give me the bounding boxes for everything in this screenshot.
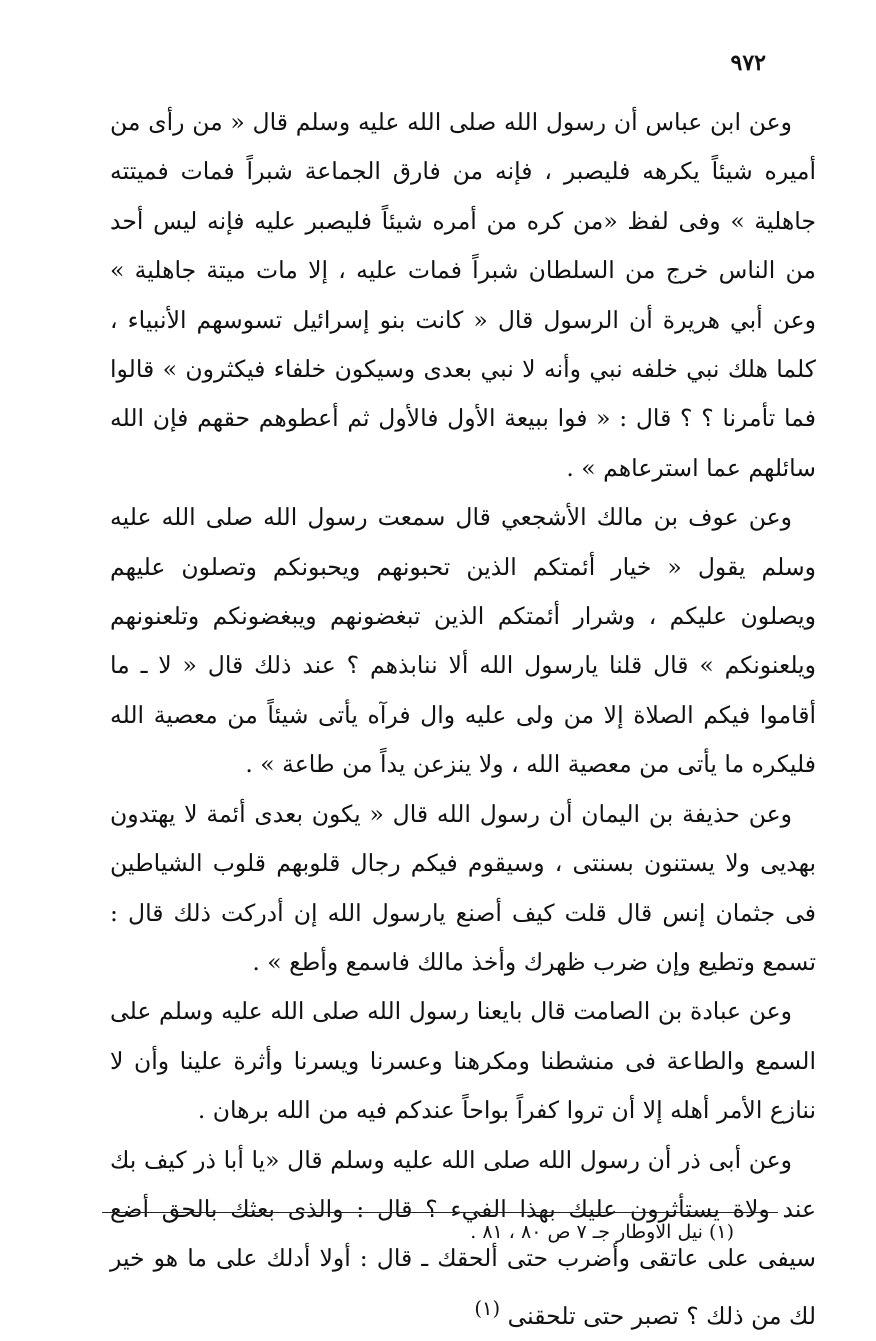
main-text [110,98,816,1341]
paragraph-hudhayfa: وعن حذيفة بن اليمان أن رسول الله قال « يكون بعدى أئمة لا يهتدون بهديى ولا يستنون بسنتى ، وسيقوم فيكم رجال قلوبهم قلوب الشياطين فى جثمان إنس قال قلت كيف أصنع يارسول الله إن أدركت ذلك قال : تسمع وتطيع وإن ضرب ظهرك وأخذ مالك فاسمع وأطع » . [110,799,816,976]
page-number: ٩٧٢ [730,50,766,76]
footnote-marker: (١) [474,1296,501,1320]
paragraph-awf-bin-malik: وعن عوف بن مالك الأشجعي قال سمعت رسول الله صلى الله عليه وسلم يقول « خيار أئمتكم الذين تحبونهم ويحبونكم وتصلون عليهم ويصلون عليكم ، وشرار أئمتكم الذين تبغضونهم ويبغضونكم وتلعنونهم ويلعنونكم » قال قلنا يارسول الله ألا ننابذهم ؟ عند ذلك قال « لا ـ ما أقاموا فيكم الصلاة إلا من ولى عليه وال فرآه يأتى شيئاً من معصية الله فليكره ما يأتى من معصية الله ، ولا ينزعن يداً من طاعة » . [110,503,816,779]
paragraph-abu-dharr-text: وعن أبى ذر أن رسول الله صلى الله عليه وسلم قال «يا أبا ذر كيف بك عند ولاة يستأثرون عليك بهذا الفيء ؟ قال : والذى بعثك بالحق أضع سيفى على عاتقى وأضرب حتى ألحقك ـ قال : أولا أدلك على ما هو خير لك من ذلك ؟ تصبر حتى تلحقنى [110,1145,816,1330]
paragraph-ibn-abbas: وعن ابن عباس أن رسول الله صلى الله عليه وسلم قال « من رأى من أميره شيئاً يكرهه فليصبر ، فإنه من فارق الجماعة شبراً فمات فميتته جاهلية » وفى لفظ «من كره من أمره شيئاً فليصبر عليه فإنه ليس أحد من الناس خرج من السلطان شبراً فمات عليه ، إلا مات ميتة جاهلية » وعن أبي هريرة أن الرسول قال « كانت بنو إسرائيل تسوسهم الأنبياء ، كلما هلك نبي خلفه نبي وأنه لا نبي بعدى وسيكون خلفاء فيكثرون » قالوا فما تأمرنا ؟ ؟ قال : « فوا ببيعة الأول فالأول ثم أعطوهم حقهم فإن الله سائلهم عما استرعاهم » . [110,108,816,482]
footnote: (١) نيل الاوطار جـ ٧ ص ٨٠ ، ٨١ . [470,1221,734,1243]
footnote-divider [102,1212,778,1213]
paragraph-ubada: وعن عبادة بن الصامت قال بايعنا رسول الله صلى الله عليه وسلم على السمع والطاعة فى منشطنا ومكرهنا وعسرنا ويسرنا وأثرة علينا وأن لا ننازع الأمر أهله إلا أن تروا كفراً بواحاً عندكم فيه من الله برهان . [110,997,816,1125]
